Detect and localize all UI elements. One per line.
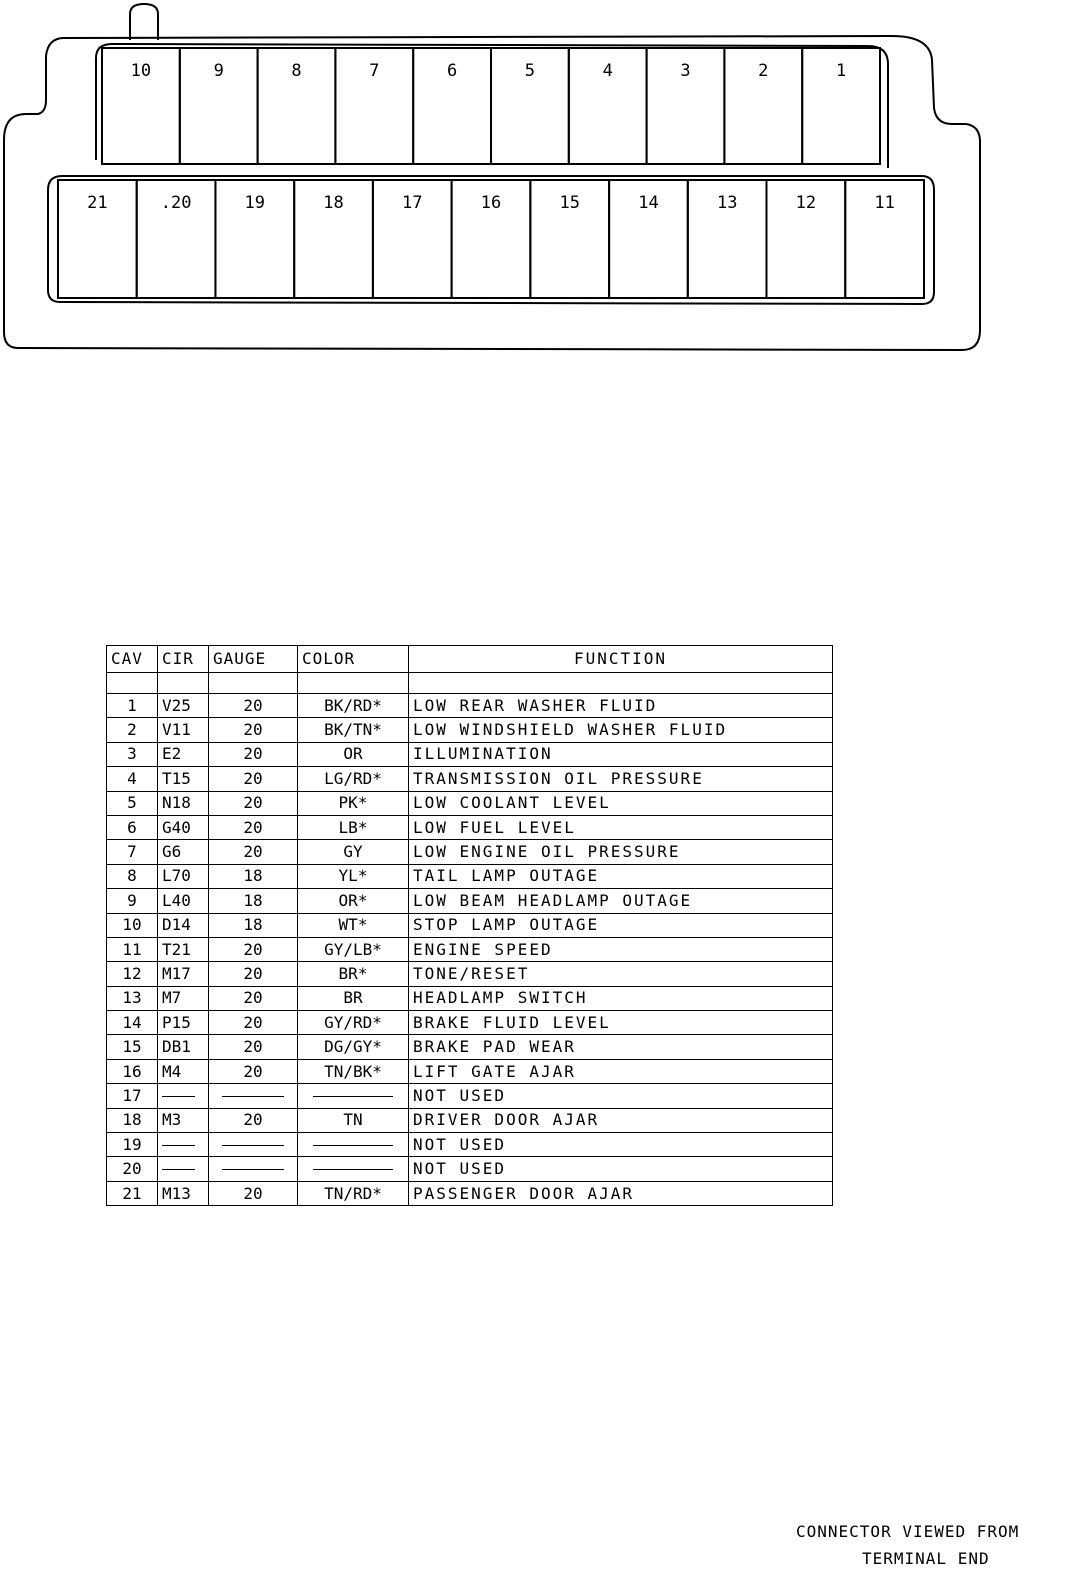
cell-cav [107, 1035, 158, 1059]
table-row [107, 718, 833, 742]
function-value: LOW BEAM HEADLAMP OUTAGE [413, 890, 693, 910]
connector-lock-tab [130, 4, 158, 40]
cell-cir [158, 1059, 209, 1083]
bottom-cavity-label: 12 [795, 193, 817, 213]
function-value: LOW ENGINE OIL PRESSURE [413, 842, 681, 862]
cell-function [409, 840, 833, 864]
top-cavity-label: 2 [758, 61, 769, 81]
cav-value: 17 [122, 1085, 142, 1105]
cell-cav [107, 767, 158, 791]
top-cavity-label: 10 [130, 61, 152, 81]
cir-value: G6 [162, 842, 182, 862]
cir-value: E2 [162, 744, 182, 764]
cell-gauge [209, 962, 298, 986]
color-value: PK* [338, 793, 368, 813]
cell-function [409, 1133, 833, 1157]
cell-gauge [209, 986, 298, 1010]
cav-value: 5 [127, 793, 137, 813]
top-cavity-label: 4 [602, 61, 613, 81]
bottom-cavity-label: 21 [87, 193, 108, 213]
color-value: LB* [338, 817, 368, 837]
gauge-value: 20 [243, 842, 263, 862]
function-value: TRANSMISSION OIL PRESSURE [413, 768, 704, 788]
header-cav: CAV [107, 646, 158, 673]
function-value: ENGINE SPEED [413, 939, 553, 959]
table-row [107, 937, 833, 961]
table-row [107, 962, 833, 986]
cell-gauge [209, 913, 298, 937]
unused-dash [313, 1145, 393, 1146]
cell-function [409, 962, 833, 986]
gauge-value: 20 [243, 744, 263, 764]
cell-color [298, 791, 409, 815]
cell-function [409, 1084, 833, 1108]
unused-dash [162, 1169, 195, 1170]
cav-value: 12 [122, 963, 142, 983]
cell-cav [107, 889, 158, 913]
top-cavity-label: 5 [524, 61, 536, 81]
cell-gauge [209, 937, 298, 961]
table-row [107, 840, 833, 864]
cav-value: 14 [122, 1012, 142, 1032]
cell-gauge [209, 694, 298, 718]
color-value: TN/RD* [324, 1183, 382, 1203]
color-value: LG/RD* [324, 768, 382, 788]
unused-dash [313, 1169, 393, 1170]
table-row [107, 694, 833, 718]
gauge-value: 20 [243, 1110, 263, 1130]
cell-cir [158, 694, 209, 718]
header-function: FUNCTION [409, 646, 833, 673]
color-value: BR* [338, 963, 368, 983]
cell-function [409, 937, 833, 961]
cell-cav [107, 937, 158, 961]
cav-value: 6 [127, 817, 137, 837]
function-value: LOW FUEL LEVEL [413, 817, 576, 837]
cell-cav [107, 1011, 158, 1035]
cell-color [298, 1059, 409, 1083]
gauge-value: 18 [243, 866, 263, 886]
gauge-value: 20 [243, 1037, 263, 1057]
cell-gauge [209, 1157, 298, 1181]
gauge-value: 20 [243, 793, 263, 813]
cir-value: V11 [162, 720, 191, 740]
cell-cir [158, 815, 209, 839]
color-value: OR* [338, 890, 368, 910]
table-row [107, 791, 833, 815]
function-value: BRAKE FLUID LEVEL [413, 1012, 611, 1032]
bottom-cavity-label: 14 [638, 193, 659, 213]
header-cir: CIR [158, 646, 209, 673]
cir-value: M13 [162, 1183, 191, 1203]
cell-color [298, 1108, 409, 1132]
cell-gauge [209, 815, 298, 839]
table-row [107, 864, 833, 888]
cell-cir [158, 742, 209, 766]
cell-gauge [209, 791, 298, 815]
cell-cav [107, 1059, 158, 1083]
cav-value: 16 [122, 1061, 142, 1081]
cell-gauge [209, 718, 298, 742]
gauge-value: 20 [243, 1012, 263, 1032]
cell-color [298, 718, 409, 742]
cav-value: 3 [127, 744, 137, 764]
table-row [107, 1035, 833, 1059]
cell-cir [158, 864, 209, 888]
bottom-cavity-label: 19 [244, 193, 266, 213]
cav-value: 8 [127, 866, 137, 886]
cav-value: 11 [122, 939, 142, 959]
cell-gauge [209, 864, 298, 888]
table-row [107, 889, 833, 913]
header-color: COLOR [298, 646, 409, 673]
cell-cir [158, 986, 209, 1010]
color-value: GY/LB* [324, 939, 382, 959]
cell-color [298, 937, 409, 961]
table-row [107, 815, 833, 839]
function-value: LOW COOLANT LEVEL [413, 793, 611, 813]
color-value: BK/TN* [324, 720, 382, 740]
gauge-value: 20 [243, 768, 263, 788]
cell-color [298, 767, 409, 791]
cell-function [409, 767, 833, 791]
cir-value: V25 [162, 695, 191, 715]
function-value: ILLUMINATION [413, 744, 553, 764]
function-value: DRIVER DOOR AJAR [413, 1110, 600, 1130]
cell-function [409, 1059, 833, 1083]
cir-value: L40 [162, 890, 191, 910]
cav-value: 15 [122, 1037, 142, 1057]
cell-function [409, 986, 833, 1010]
cir-value: D14 [162, 915, 191, 935]
color-value: OR [343, 744, 363, 764]
function-value: HEADLAMP SWITCH [413, 988, 588, 1008]
cell-cir [158, 913, 209, 937]
cell-color [298, 889, 409, 913]
table-row [107, 1059, 833, 1083]
cir-value: M7 [162, 988, 182, 1008]
cell-color [298, 815, 409, 839]
unused-dash [222, 1096, 284, 1097]
table-row [107, 767, 833, 791]
cir-value: G40 [162, 817, 191, 837]
cav-value: 9 [127, 890, 137, 910]
cir-value: M17 [162, 963, 191, 983]
cell-cir [158, 1181, 209, 1205]
cell-cav [107, 913, 158, 937]
cell-gauge [209, 1084, 298, 1108]
top-cavity-label: 6 [446, 61, 458, 81]
cir-value: P15 [162, 1012, 191, 1032]
cav-value: 21 [122, 1183, 142, 1203]
cell-function [409, 864, 833, 888]
top-cavity-label: 9 [213, 61, 224, 81]
cell-color [298, 1084, 409, 1108]
cav-value: 10 [122, 915, 142, 935]
cell-function [409, 694, 833, 718]
cell-cir [158, 1035, 209, 1059]
cell-cir [158, 1011, 209, 1035]
cell-cir [158, 718, 209, 742]
cell-cav [107, 962, 158, 986]
cell-cir [158, 889, 209, 913]
function-value: BRAKE PAD WEAR [413, 1037, 576, 1057]
cell-function [409, 913, 833, 937]
table-row [107, 1108, 833, 1132]
color-value: GY/RD* [324, 1012, 382, 1032]
function-value: LIFT GATE AJAR [413, 1061, 576, 1081]
gauge-value: 18 [243, 915, 263, 935]
cir-value: M4 [162, 1061, 182, 1081]
cir-value: T15 [162, 768, 191, 788]
cav-value: 13 [122, 988, 142, 1008]
cav-value: 2 [127, 720, 137, 740]
cav-value: 7 [127, 842, 137, 862]
cell-color [298, 1133, 409, 1157]
cell-color [298, 1181, 409, 1205]
cell-cav [107, 1157, 158, 1181]
cell-color [298, 742, 409, 766]
cell-gauge [209, 1035, 298, 1059]
cell-color [298, 913, 409, 937]
unused-dash [313, 1096, 393, 1097]
cell-cav [107, 1084, 158, 1108]
gauge-value: 18 [243, 890, 263, 910]
cell-cav [107, 742, 158, 766]
cell-color [298, 694, 409, 718]
cell-cir [158, 1084, 209, 1108]
connector-diagram [0, 0, 1072, 360]
gauge-value: 20 [243, 963, 263, 983]
cell-function [409, 1108, 833, 1132]
cell-cir [158, 937, 209, 961]
cell-cir [158, 1108, 209, 1132]
cell-cav [107, 718, 158, 742]
cell-cir [158, 1157, 209, 1181]
cell-function [409, 718, 833, 742]
bottom-cavity-label: 15 [559, 193, 580, 213]
cell-cir [158, 767, 209, 791]
function-value: TAIL LAMP OUTAGE [413, 866, 600, 886]
cell-color [298, 1011, 409, 1035]
table-row [107, 1181, 833, 1205]
cell-cav [107, 864, 158, 888]
cell-function [409, 1011, 833, 1035]
bottom-cavity-label: .20 [160, 193, 192, 213]
cav-value: 4 [127, 768, 137, 788]
cell-gauge [209, 1059, 298, 1083]
cell-gauge [209, 840, 298, 864]
cir-value: M3 [162, 1110, 182, 1130]
color-value: DG/GY* [324, 1037, 382, 1057]
table-row [107, 1084, 833, 1108]
cell-color [298, 986, 409, 1010]
table-row [107, 913, 833, 937]
cir-value: T21 [162, 939, 191, 959]
top-cavity-label: 8 [291, 61, 302, 81]
cell-color [298, 840, 409, 864]
cell-cir [158, 962, 209, 986]
function-value: STOP LAMP OUTAGE [413, 915, 600, 935]
function-value: LOW REAR WASHER FLUID [413, 695, 658, 715]
cell-function [409, 742, 833, 766]
top-cavity-label: 1 [835, 61, 847, 81]
function-value: NOT USED [413, 1134, 507, 1154]
gauge-value: 20 [243, 1183, 263, 1203]
cell-cir [158, 1133, 209, 1157]
cell-gauge [209, 889, 298, 913]
cir-value: DB1 [162, 1037, 191, 1057]
bottom-cavity-label: 11 [874, 193, 895, 213]
gauge-value: 20 [243, 939, 263, 959]
cav-value: 20 [122, 1159, 142, 1179]
cell-gauge [209, 1108, 298, 1132]
cell-cir [158, 840, 209, 864]
cell-function [409, 1157, 833, 1181]
cell-gauge [209, 767, 298, 791]
top-cavity-label: 3 [680, 61, 691, 81]
cir-value: N18 [162, 793, 191, 813]
gauge-value: 20 [243, 988, 263, 1008]
bottom-cavity-label: 16 [480, 193, 502, 213]
unused-dash [162, 1145, 195, 1146]
function-value: LOW WINDSHIELD WASHER FLUID [413, 720, 728, 740]
cav-value: 19 [122, 1134, 142, 1154]
cav-value: 18 [122, 1110, 142, 1130]
cell-function [409, 1035, 833, 1059]
table-row [107, 1133, 833, 1157]
table-row [107, 986, 833, 1010]
cell-color [298, 962, 409, 986]
view-note-line-2: TERMINAL END [862, 1549, 990, 1568]
cell-color [298, 1157, 409, 1181]
cell-gauge [209, 1011, 298, 1035]
color-value: TN [343, 1110, 363, 1130]
cell-cav [107, 840, 158, 864]
cell-function [409, 889, 833, 913]
cell-cav [107, 815, 158, 839]
cell-gauge [209, 742, 298, 766]
cell-color [298, 1035, 409, 1059]
bottom-cavity-label: 17 [402, 193, 423, 213]
cell-gauge [209, 1181, 298, 1205]
color-value: BK/RD* [324, 695, 382, 715]
cell-cav [107, 694, 158, 718]
color-value: WT* [338, 915, 368, 935]
cell-function [409, 791, 833, 815]
table-header-row [107, 646, 833, 673]
unused-dash [162, 1096, 195, 1097]
color-value: BR [343, 988, 363, 1008]
color-value: GY [343, 842, 363, 862]
gauge-value: 20 [243, 720, 263, 740]
gauge-value: 20 [243, 695, 263, 715]
table-row [107, 742, 833, 766]
function-value: PASSENGER DOOR AJAR [413, 1183, 635, 1203]
cell-function [409, 1181, 833, 1205]
table-row [107, 1011, 833, 1035]
cell-cav [107, 791, 158, 815]
color-value: YL* [338, 866, 368, 886]
cir-value: L70 [162, 866, 191, 886]
function-value: NOT USED [413, 1085, 507, 1105]
bottom-cavity-label: 13 [716, 193, 738, 213]
top-cavity-label: 7 [369, 61, 380, 81]
unused-dash [222, 1145, 284, 1146]
gauge-value: 20 [243, 817, 263, 837]
cav-value: 1 [127, 695, 137, 715]
cell-function [409, 815, 833, 839]
function-value: TONE/RESET [413, 963, 530, 983]
cell-cav [107, 1108, 158, 1132]
cell-color [298, 864, 409, 888]
cell-gauge [209, 1133, 298, 1157]
table-row [107, 1157, 833, 1181]
bottom-cavity-label: 18 [323, 193, 344, 213]
function-value: NOT USED [413, 1159, 507, 1179]
header-gauge: GAUGE [209, 646, 298, 673]
cell-cav [107, 1133, 158, 1157]
cell-cav [107, 1181, 158, 1205]
gauge-value: 20 [243, 1061, 263, 1081]
unused-dash [222, 1169, 284, 1170]
pinout-table [106, 645, 833, 1206]
view-note-line-1: CONNECTOR VIEWED FROM [796, 1522, 1020, 1541]
cell-cav [107, 986, 158, 1010]
cell-cir [158, 791, 209, 815]
table-spacer-row [107, 673, 833, 694]
color-value: TN/BK* [324, 1061, 382, 1081]
